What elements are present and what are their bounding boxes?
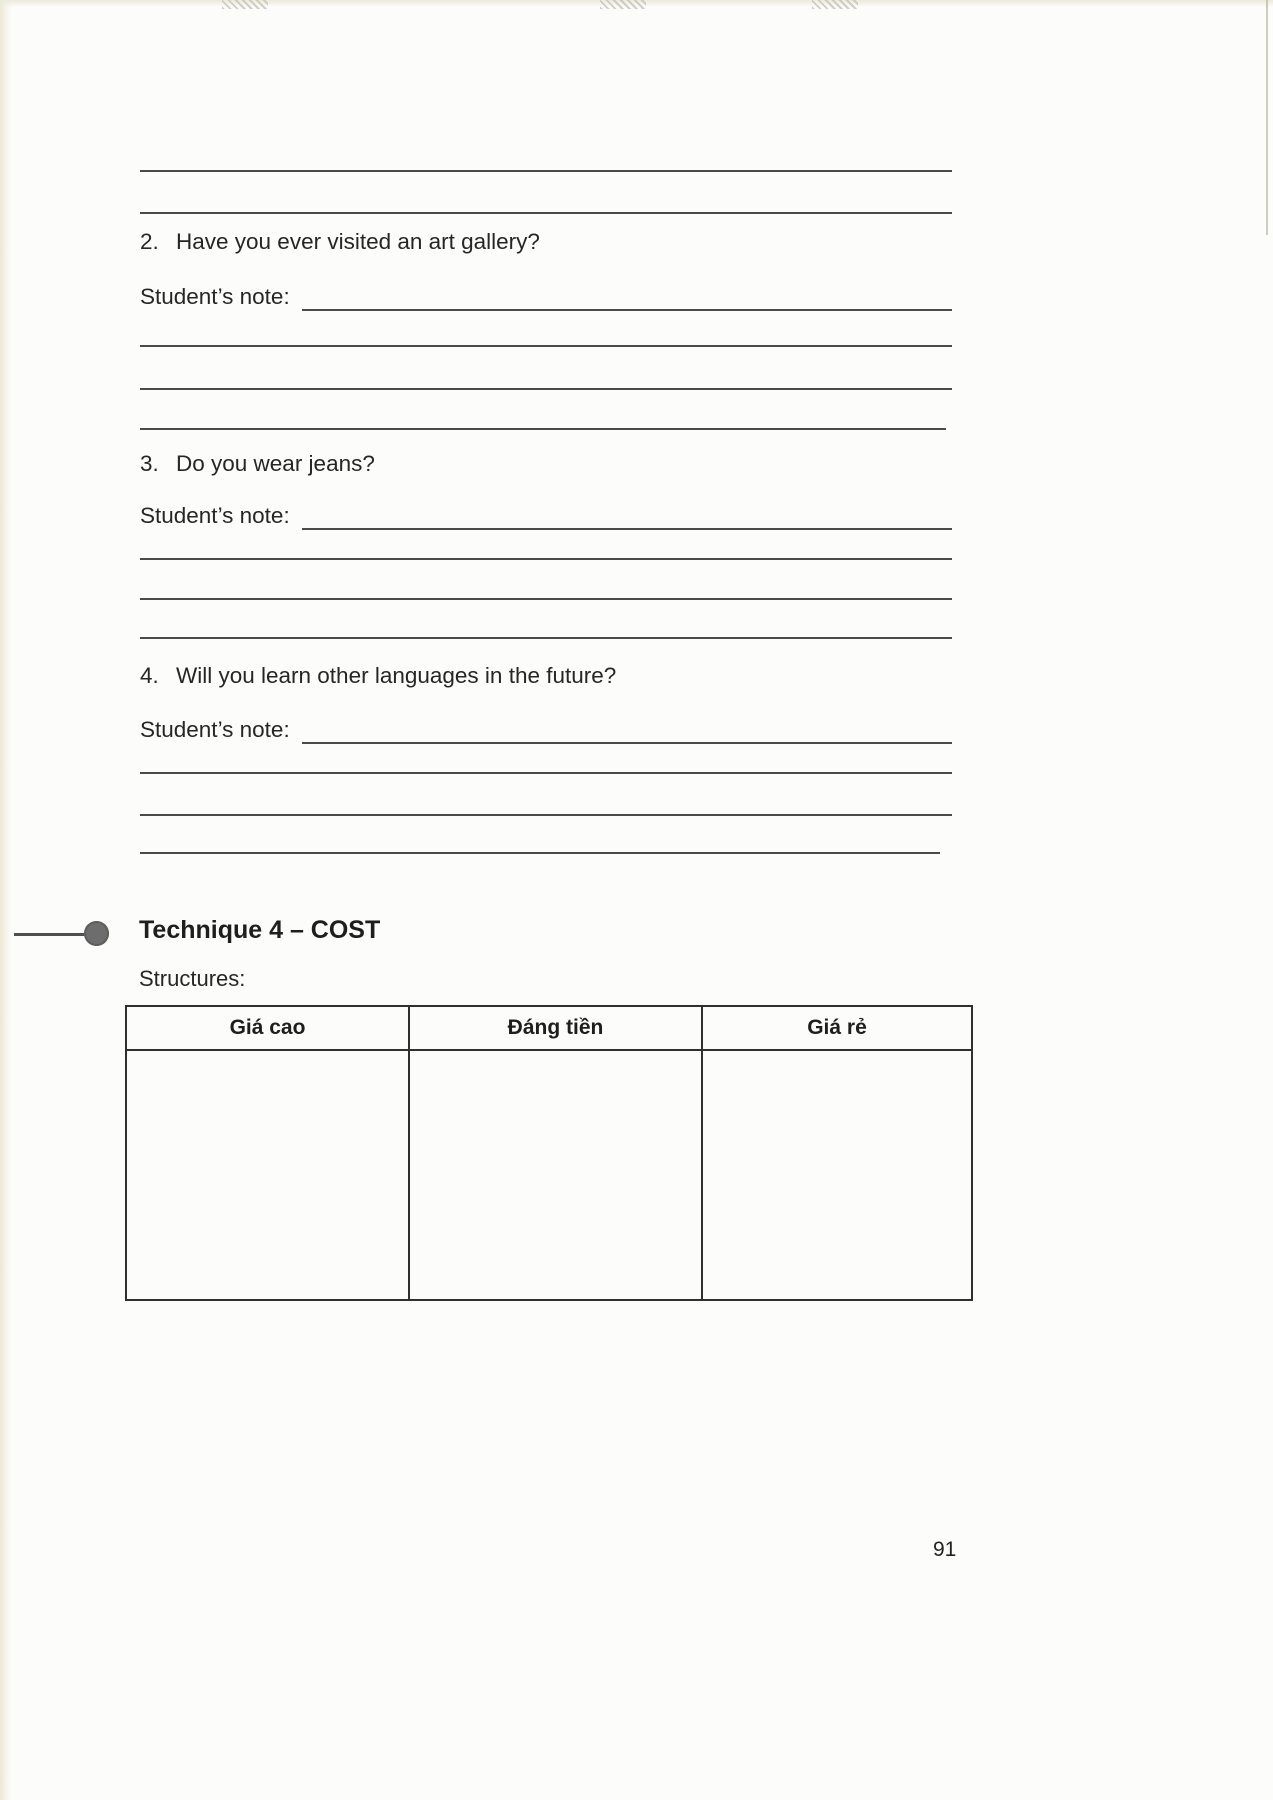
answer-line [140,814,952,816]
student-note-label: Student’s note: [140,284,290,309]
table-cell-empty [409,1050,702,1300]
scan-edge-artifact-left [0,0,12,1800]
table-cell-empty [702,1050,972,1300]
scan-edge-mark [600,0,646,9]
section-title: Technique 4 – COST [139,916,381,944]
scan-edge-mark [812,0,858,9]
section-marker-line [14,933,86,936]
answer-line [140,212,952,214]
note-write-line [302,714,952,744]
note-write-line [302,500,952,530]
answer-line [140,598,952,600]
note-write-line [302,281,952,311]
question-3 [140,450,375,478]
question-4-number: 4. [140,663,159,688]
scan-edge-mark [222,0,268,9]
question-4 [140,662,616,690]
table-header-dang-tien: Đáng tiền [409,1006,702,1050]
section-subtitle: Structures: [139,966,246,991]
answer-line [140,637,952,639]
answer-line [140,772,952,774]
cost-structures-table [125,1005,973,1301]
answer-line [140,345,952,347]
question-4-text: Will you learn other languages in the future? [176,663,617,688]
question-3-number: 3. [140,451,159,476]
answer-line [140,852,940,854]
question-3-text: Do you wear jeans? [176,451,375,476]
table-header-row [126,1006,972,1050]
answer-line [140,558,952,560]
student-note-row-q2 [140,281,952,311]
student-note-row-q3 [140,500,952,530]
table-header-gia-re: Giá rẻ [702,1006,972,1050]
student-note-row-q4 [140,714,952,744]
scan-edge-artifact-right [1266,0,1268,235]
answer-line [140,428,946,430]
question-2-text: Have you ever visited an art gallery? [176,229,540,254]
answer-line [140,170,952,172]
section-marker-dot [84,921,109,946]
student-note-label: Student’s note: [140,503,290,528]
table-header-gia-cao: Giá cao [126,1006,409,1050]
table-body-row [126,1050,972,1300]
answer-line [140,388,952,390]
page-number: 91 [933,1538,957,1561]
question-2-number: 2. [140,229,159,254]
student-note-label: Student’s note: [140,717,290,742]
table-cell-empty [126,1050,409,1300]
question-2 [140,228,540,256]
